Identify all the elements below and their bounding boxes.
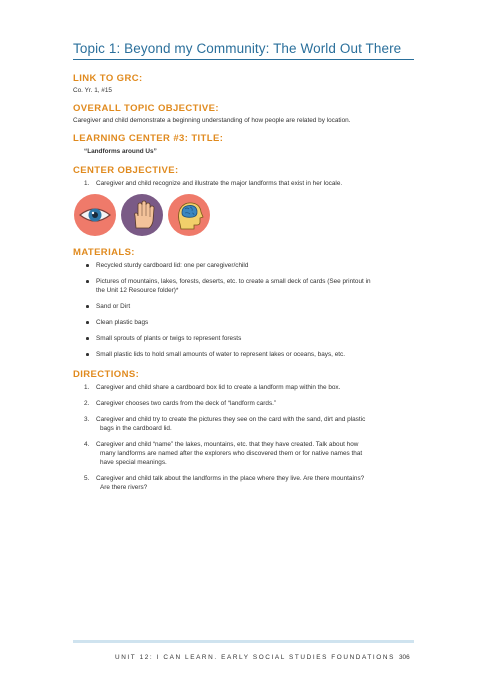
materials-list	[84, 261, 371, 359]
link-grc-text: Co. Yr. 1, #15	[73, 87, 112, 94]
footer-divider	[73, 640, 414, 643]
list-text: Recycled sturdy cardboard lid: one per caregiver/child	[96, 262, 249, 269]
list-number: 1.	[84, 384, 90, 391]
list-text: Pictures of mountains, lakes, forests, deserts, etc. to create a small deck of cards (See printout in	[96, 278, 371, 285]
list-text: Caregiver and child “name” the lakes, mountains, etc. that they have created. Talk about how	[96, 441, 359, 448]
list-text: Clean plastic bags	[96, 319, 149, 326]
list-item	[84, 350, 371, 359]
learning-center-title: “Landforms around Us”	[84, 148, 157, 155]
page-title: Topic 1: Beyond my Community: The World Out There	[73, 41, 402, 56]
list-number: 3.	[84, 416, 90, 423]
bullet	[86, 337, 89, 340]
title-divider	[73, 59, 414, 60]
list-text-continued: the Unit 12 Resource folder)*	[96, 287, 179, 294]
link-grc-heading: LINK TO GRC:	[73, 73, 143, 84]
list-text-continued: many landforms are named after the explorers who discovered them or for native names that	[100, 450, 363, 457]
list-text: Caregiver and child recognize and illustrate the major landforms that exist in her locale.	[96, 180, 343, 187]
list-number: 4.	[84, 441, 90, 448]
overall-objective-heading: OVERALL TOPIC OBJECTIVE:	[73, 103, 219, 114]
learning-center-heading: LEARNING CENTER #3: TITLE:	[73, 133, 224, 144]
list-item	[84, 474, 365, 492]
list-item	[84, 277, 371, 295]
list-item	[84, 440, 365, 467]
list-number: 5.	[84, 475, 90, 482]
list-text-continued: Are there rivers?	[100, 484, 148, 491]
overall-objective-text: Caregiver and child demonstrate a beginning understanding of how people are related by location.	[73, 117, 351, 124]
bullet	[86, 280, 89, 283]
list-text: Small plastic lids to hold small amounts of water to represent lakes or oceans, bays, etc.	[96, 351, 345, 358]
list-text-continued: have special meanings.	[100, 459, 167, 466]
list-number: 2.	[84, 400, 90, 407]
list-text: Sand or Dirt	[96, 303, 131, 310]
list-item	[84, 399, 365, 408]
bullet	[86, 305, 89, 308]
footer-unit-title: UNIT 12: I CAN LEARN. EARLY SOCIAL STUDIES FOUNDATIONS	[115, 654, 395, 661]
center-objective-list	[84, 179, 342, 188]
bullet	[86, 353, 89, 356]
list-text-continued: bags in the cardboard lid.	[100, 425, 172, 432]
directions-heading: DIRECTIONS:	[73, 369, 140, 380]
list-item	[84, 261, 371, 270]
list-text: Caregiver and child talk about the landforms in the place where they live. Are there mountains?	[96, 475, 365, 482]
page-number: 306	[399, 654, 410, 661]
list-text: Caregiver chooses two cards from the deck of “landform cards.”	[96, 400, 277, 407]
list-text: Small sprouts of plants or twigs to represent forests	[96, 335, 242, 342]
bullet	[86, 321, 89, 324]
list-item	[84, 318, 371, 327]
center-objective-heading: CENTER OBJECTIVE:	[73, 165, 179, 176]
list-item	[84, 415, 365, 433]
list-item	[84, 302, 371, 311]
bullet	[86, 264, 89, 267]
list-item	[84, 383, 365, 392]
list-number: 1.	[84, 180, 90, 187]
materials-heading: MATERIALS:	[73, 247, 135, 258]
list-text: Caregiver and child share a cardboard box lid to create a landform map within the box.	[96, 384, 341, 391]
list-text: Caregiver and child try to create the pictures they see on the card with the sand, dirt and plastic	[96, 416, 366, 423]
list-item	[84, 179, 342, 188]
list-item	[84, 334, 371, 343]
hand-icon	[121, 194, 163, 236]
eye-icon	[74, 194, 116, 236]
directions-list	[84, 383, 365, 492]
brain-head-icon	[168, 194, 210, 236]
